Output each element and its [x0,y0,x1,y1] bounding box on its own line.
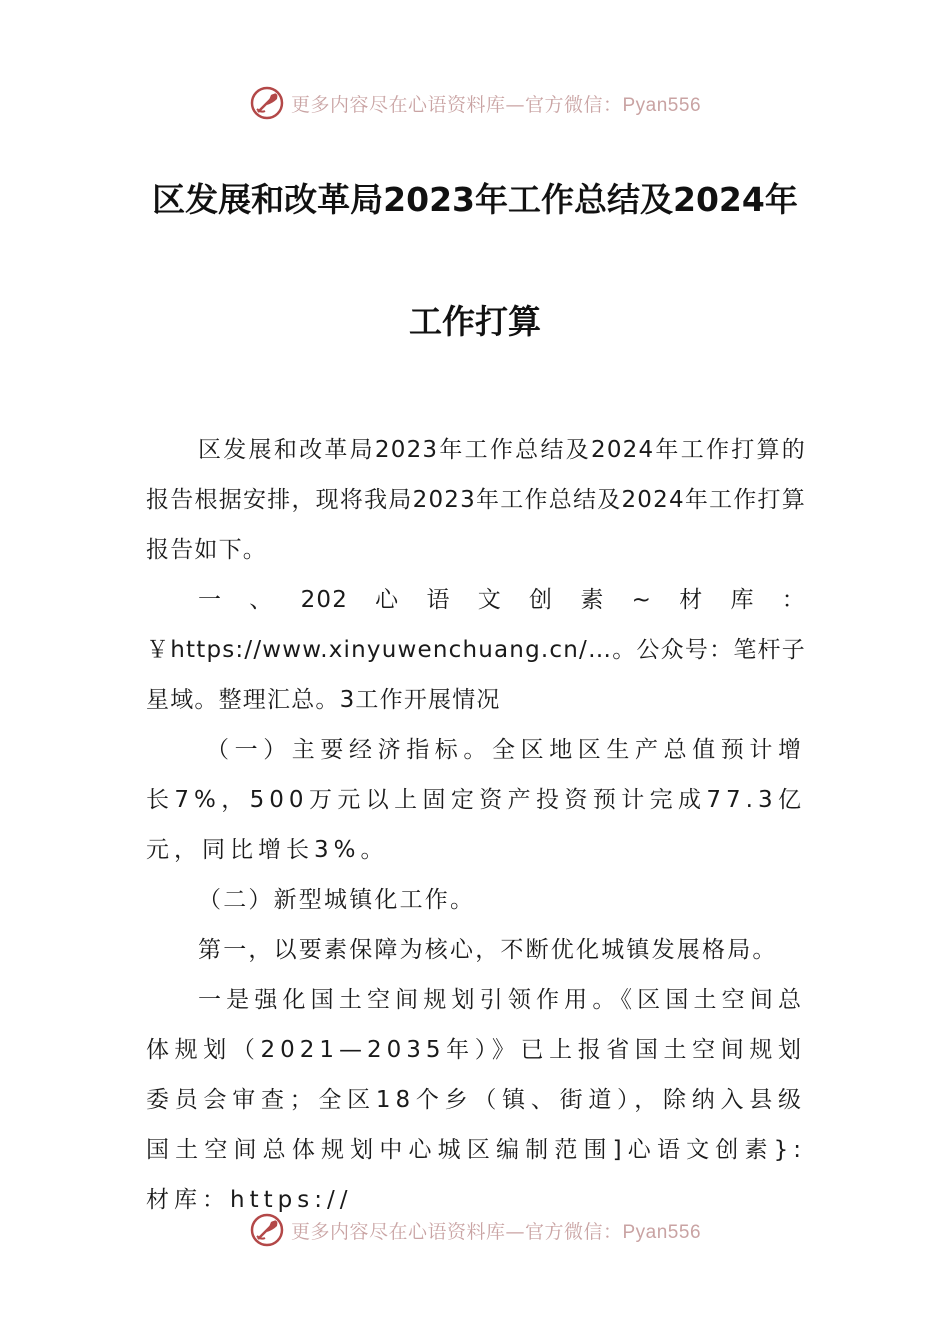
paragraph-urbanization-heading: （二）新型城镇化工作。 [198,887,476,913]
document-title-line2: 工作打算 [409,302,541,341]
paragraph-intro: 区发展和改革局2023年工作总结及2024年工作打算的报告根据安排，现将我局2023年工作总结及2024年工作打算报告如下。 [146,437,806,563]
watermark-text: 更多内容尽在心语资料库—官方微信：Pyan556 [290,93,702,116]
watermark-text: 更多内容尽在心语资料库—官方微信：Pyan556 [290,1220,702,1243]
quill-logo-icon [249,1212,285,1248]
paragraph-spatial-planning: 一是强化国土空间规划引领作用。《区国土空间总体规划（2021—2035年）》已上报省国土空间规划委员会审查；全区18个乡（镇、街道），除纳入县级国土空间总体规划中心城区编制范围]心语文创素}:材库：https:// [146,987,806,1213]
header-watermark-banner [0,83,950,123]
paragraph-first-point: 第一，以要素保障为核心，不断优化城镇发展格局。 [198,937,778,963]
paragraph-economic-indicators: （一）主要经济指标。全区地区生产总值预计增长7%，500万元以上固定资产投资预计完成77.3亿元，同比增长3%。 [146,737,806,863]
footer-watermark-banner [0,1210,950,1250]
document-body [146,425,806,1225]
paragraph-section-one: 一、202心语文创素~材库：￥https://www.xinyuwenchuang.cn/…。公众号：笔杆子星域。整理汇总。3工作开展情况 [146,587,806,713]
quill-logo-icon [249,85,285,121]
document-title-line1: 区发展和改革局2023年工作总结及2024年 [152,180,798,219]
